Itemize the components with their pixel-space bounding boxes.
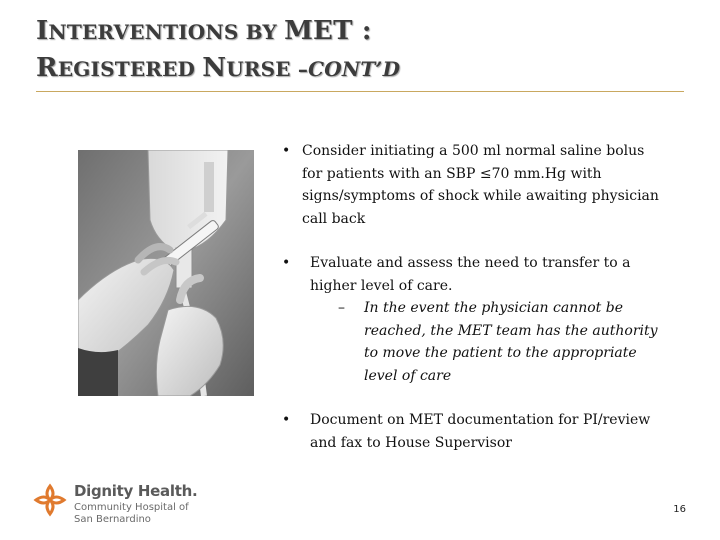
title-line-2 xyxy=(36,51,696,88)
bullet-text: Evaluate and assess the need to transfer to a higher level of care. xyxy=(310,255,631,294)
bullet-item xyxy=(282,252,662,297)
title-initial-n: N xyxy=(202,53,227,83)
title-text-urse: URSE – xyxy=(226,57,309,81)
bullet-text: Consider initiating a 500 ml normal saline bolus for patients with an SBP ≤70 mm.Hg with signs/symptoms of shock while awaiting physician call back xyxy=(302,143,659,227)
bullet-text: Document on MET documentation for PI/review and fax to House Supervisor xyxy=(310,412,651,451)
title-text-interventions: NTERVENTIONS BY xyxy=(48,20,285,44)
page-number: 16 xyxy=(673,504,686,515)
bullet-marker: • xyxy=(282,412,291,428)
bullet-marker: • xyxy=(282,143,291,159)
sub-bullet-marker: – xyxy=(338,300,345,316)
sub-bullet-item xyxy=(310,297,662,387)
bullet-item xyxy=(282,140,662,230)
bullet-list xyxy=(282,140,662,454)
dignity-health-logo xyxy=(32,482,232,532)
iv-syringe-photo xyxy=(78,150,254,396)
logo-subtitle-line-2: San Bernardino xyxy=(74,514,151,525)
logo-subtitle-line-1: Community Hospital of xyxy=(74,502,189,513)
title-contd: CONT’D xyxy=(308,57,401,81)
logo-subtitle xyxy=(74,502,234,526)
iv-syringe-illustration xyxy=(78,150,254,396)
bullet-item xyxy=(282,409,662,454)
logo-name: Dignity Health. xyxy=(74,482,198,500)
title-initial-i: I xyxy=(36,16,49,46)
dignity-health-mark-icon xyxy=(32,482,68,518)
title-divider xyxy=(36,91,684,92)
title-line-1 xyxy=(36,14,696,51)
sub-bullet-text: In the event the physician cannot be reached, the MET team has the authority to move the patient to the appropriate level of care xyxy=(364,300,658,384)
title-text-egistered: EGISTERED xyxy=(57,57,203,81)
slide-title xyxy=(36,14,696,88)
title-met: MET : xyxy=(284,16,372,46)
title-initial-r: R xyxy=(36,53,58,83)
bullet-marker: • xyxy=(282,255,291,271)
